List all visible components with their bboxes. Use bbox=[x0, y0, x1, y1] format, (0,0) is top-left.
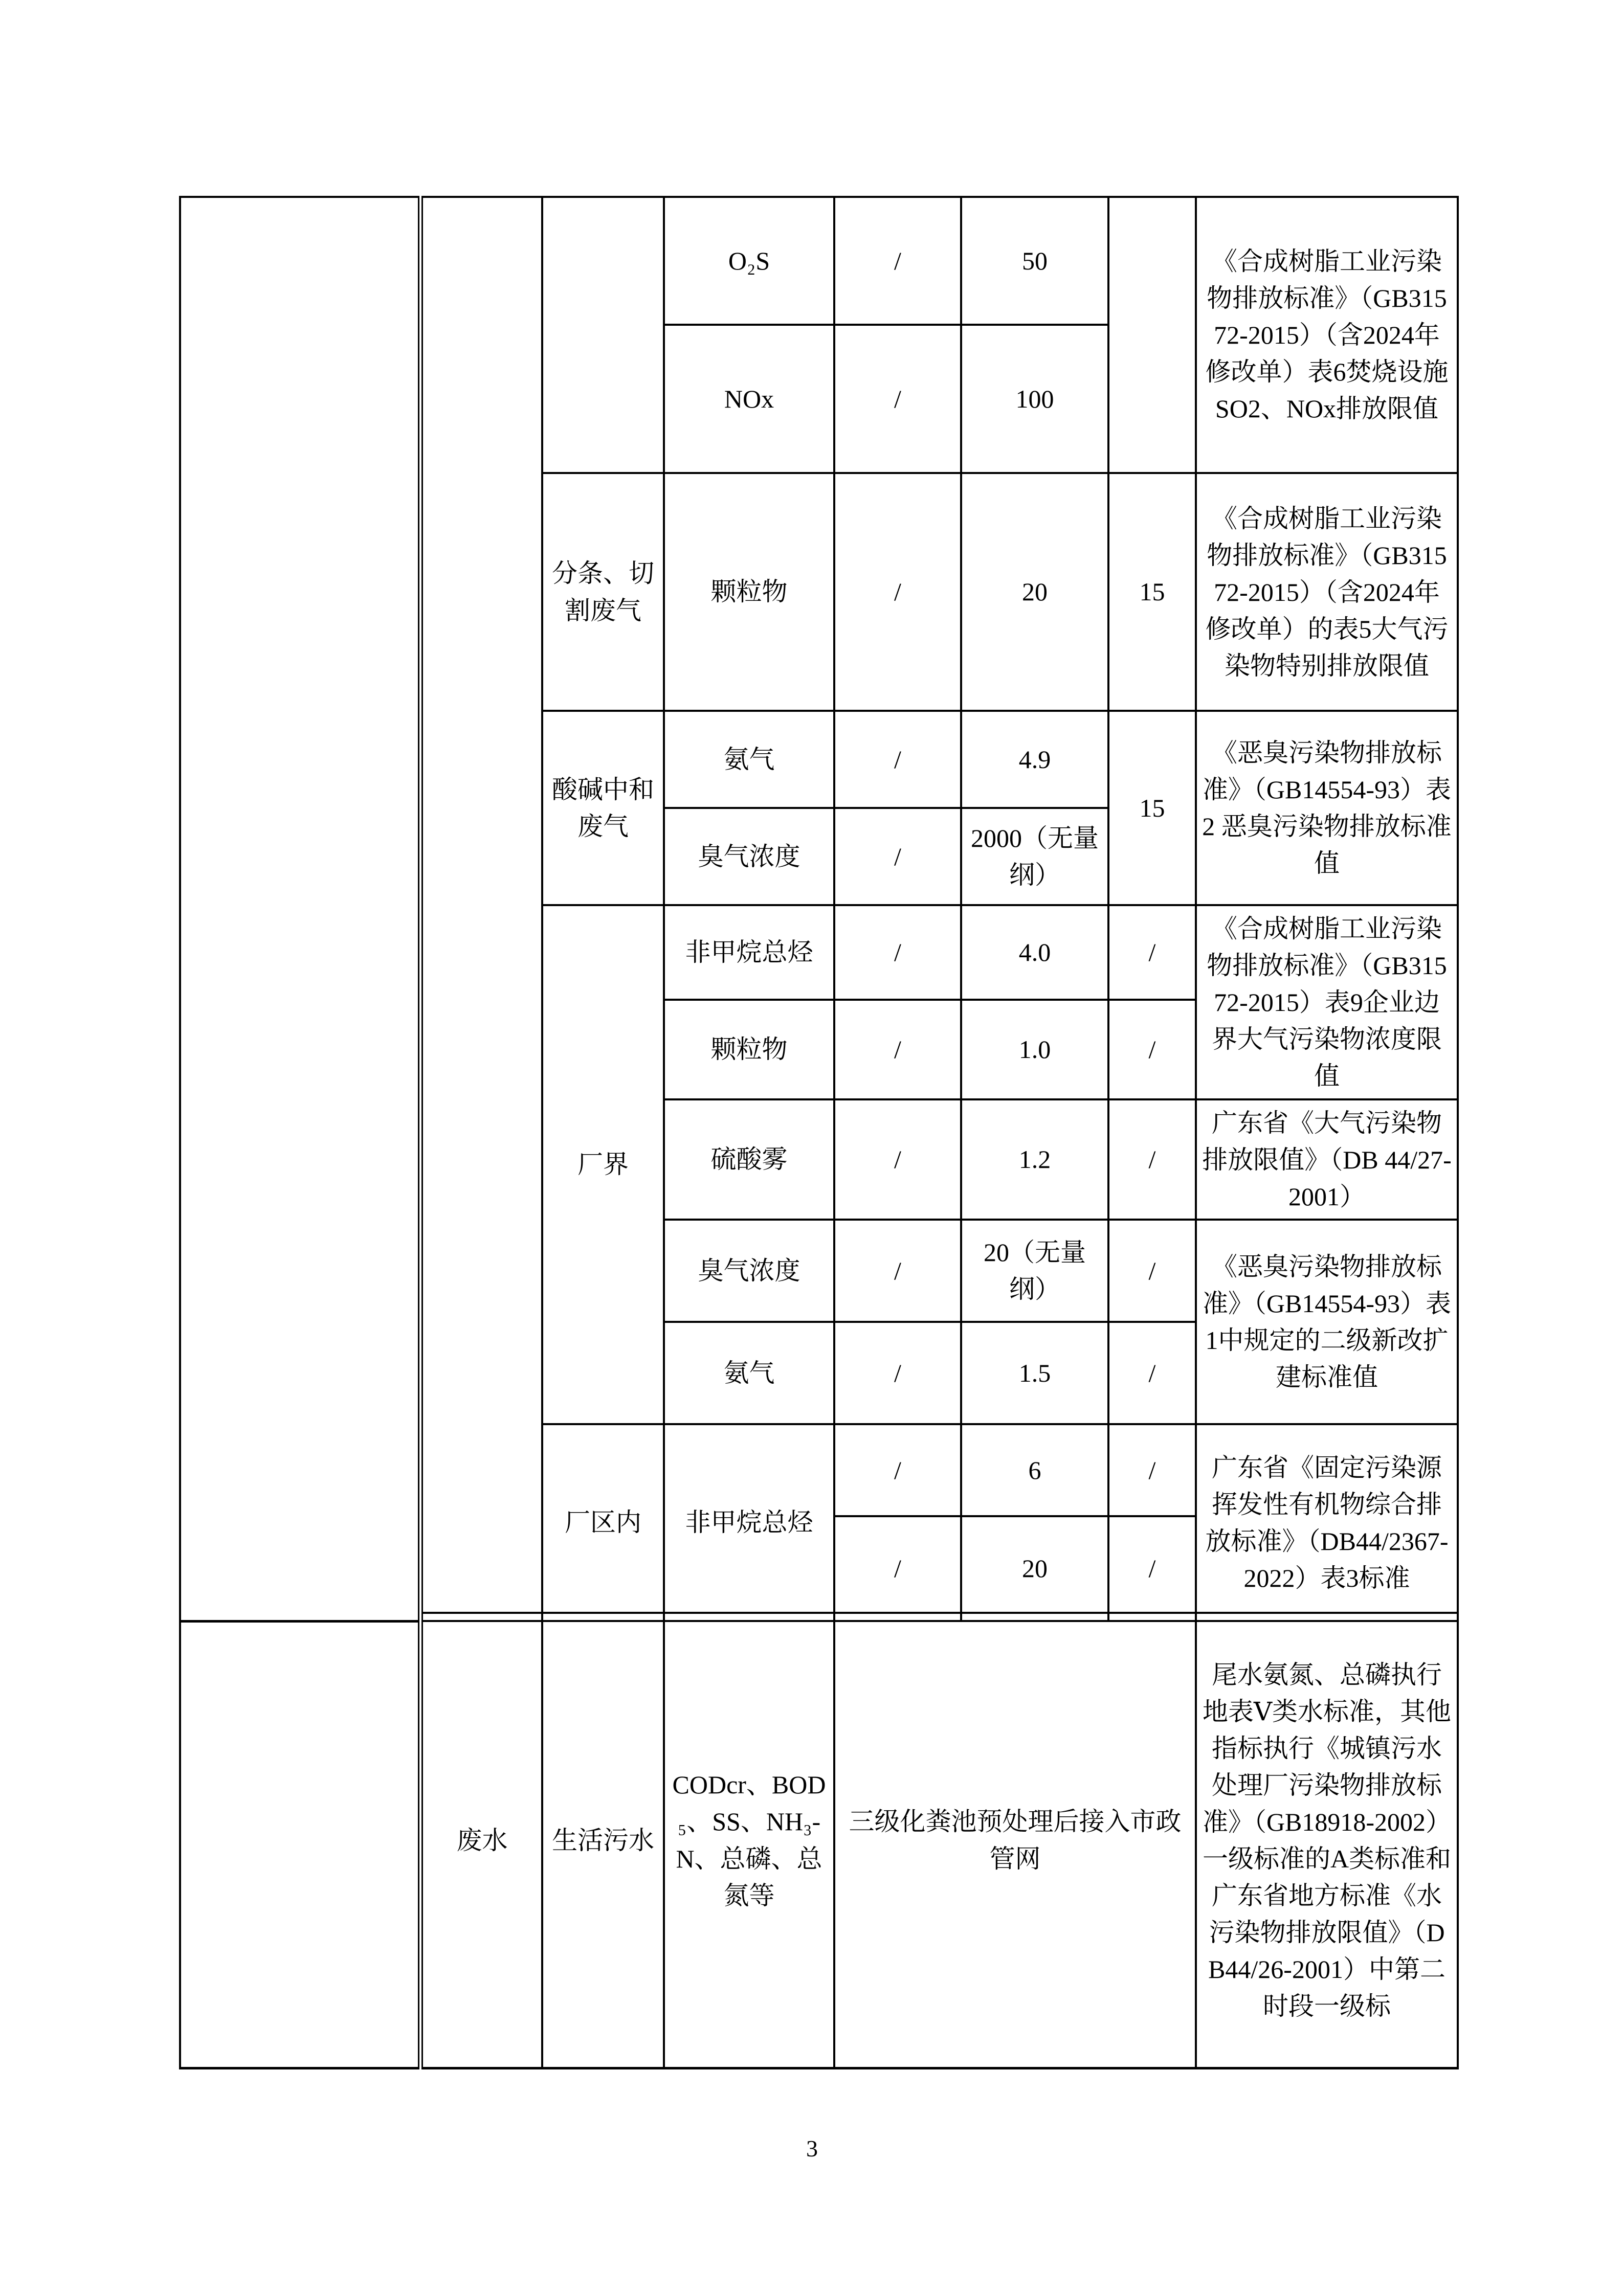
concentration-cell: / bbox=[834, 473, 961, 711]
limit-cell: 1.5 bbox=[961, 1322, 1108, 1424]
treatment-cell: 三级化粪池预处理后接入市政管网 bbox=[834, 1613, 1196, 2068]
item-cell: 非甲烷总烃 bbox=[664, 905, 834, 1000]
limit-cell: 4.9 bbox=[961, 711, 1108, 808]
height-cell: / bbox=[1108, 1322, 1196, 1424]
item-cell: 氨气 bbox=[664, 711, 834, 808]
height-cell: 15 bbox=[1108, 711, 1196, 905]
limit-cell: 1.2 bbox=[961, 1099, 1108, 1220]
item-cell: NOx bbox=[664, 325, 834, 473]
concentration-cell: / bbox=[834, 197, 961, 325]
item-cell: O₂S bbox=[664, 197, 834, 325]
concentration-cell: / bbox=[834, 711, 961, 808]
limit-cell: 2000（无量纲） bbox=[961, 808, 1108, 905]
wastewater-table bbox=[179, 1612, 1459, 2069]
height-cell: / bbox=[1108, 1220, 1196, 1322]
height-cell: / bbox=[1108, 1424, 1196, 1516]
source-cell: 厂区内 bbox=[542, 1424, 664, 1621]
item-cell: 非甲烷总烃 bbox=[664, 1424, 834, 1621]
item-cell: 氨气 bbox=[664, 1322, 834, 1424]
concentration-cell: / bbox=[834, 1220, 961, 1322]
height-cell-empty bbox=[1108, 197, 1196, 473]
table-row bbox=[180, 1613, 1458, 2068]
blank-first-column bbox=[180, 1613, 420, 2068]
concentration-cell: / bbox=[834, 325, 961, 473]
standard-cell: 广东省《固定污染源挥发性有机物综合排放标准》（DB44/2367-2022）表3标准 bbox=[1196, 1424, 1458, 1621]
item-cell: 臭气浓度 bbox=[664, 1220, 834, 1322]
limit-cell: 20（无量纲） bbox=[961, 1220, 1108, 1322]
standard-cell: 《恶臭污染物排放标准》（GB14554-93）表1中规定的二级新改扩建标准值 bbox=[1196, 1220, 1458, 1424]
page-number: 3 bbox=[806, 2135, 818, 2162]
emission-standards-table bbox=[179, 196, 1459, 1623]
height-cell: / bbox=[1108, 905, 1196, 1000]
limit-cell: 6 bbox=[961, 1424, 1108, 1516]
source-cell: 酸碱中和废气 bbox=[542, 711, 664, 905]
concentration-cell: / bbox=[834, 1424, 961, 1516]
source-cell-empty bbox=[542, 197, 664, 473]
category-cell-empty bbox=[420, 197, 542, 1621]
concentration-cell: / bbox=[834, 1322, 961, 1424]
limit-cell: 1.0 bbox=[961, 1000, 1108, 1099]
concentration-cell: / bbox=[834, 1000, 961, 1099]
item-cell: 颗粒物 bbox=[664, 473, 834, 711]
source-cell: 生活污水 bbox=[542, 1613, 664, 2068]
standard-cell: 广东省《大气污染物排放限值》（DB 44/27-2001） bbox=[1196, 1099, 1458, 1220]
standard-cell: 尾水氨氮、总磷执行地表Ⅴ类水标准，其他指标执行《城镇污水处理厂污染物排放标准》（GB18918-2002）一级标准的A类标准和广东省地方标准《水污染物排放限值》（DB44/26-2001）中第二时段一级标 bbox=[1196, 1613, 1458, 2068]
concentration-cell: / bbox=[834, 1516, 961, 1621]
height-cell: / bbox=[1108, 1000, 1196, 1099]
limit-cell: 100 bbox=[961, 325, 1108, 473]
blank-first-column bbox=[180, 197, 420, 1621]
height-cell: 15 bbox=[1108, 473, 1196, 711]
height-cell: / bbox=[1108, 1516, 1196, 1621]
source-cell: 分条、切割废气 bbox=[542, 473, 664, 711]
item-cell: 颗粒物 bbox=[664, 1000, 834, 1099]
standard-cell: 《恶臭污染物排放标准》（GB14554-93）表2 恶臭污染物排放标准值 bbox=[1196, 711, 1458, 905]
item-cell: 臭气浓度 bbox=[664, 808, 834, 905]
concentration-cell: / bbox=[834, 1099, 961, 1220]
source-cell: 厂界 bbox=[542, 905, 664, 1424]
item-cell: CODcr、BOD₅、SS、NH₃-N、总磷、总氮等 bbox=[664, 1613, 834, 2068]
item-cell: 硫酸雾 bbox=[664, 1099, 834, 1220]
limit-cell: 20 bbox=[961, 1516, 1108, 1621]
concentration-cell: / bbox=[834, 808, 961, 905]
concentration-cell: / bbox=[834, 905, 961, 1000]
standard-cell: 《合成树脂工业污染物排放标准》（GB31572-2015）表9企业边界大气污染物浓度限值 bbox=[1196, 905, 1458, 1099]
limit-cell: 20 bbox=[961, 473, 1108, 711]
limit-cell: 4.0 bbox=[961, 905, 1108, 1000]
table-row bbox=[180, 197, 1458, 325]
limit-cell: 50 bbox=[961, 197, 1108, 325]
standard-cell: 《合成树脂工业污染物排放标准》（GB31572-2015）（含2024年修改单）的表5大气污染物特别排放限值 bbox=[1196, 473, 1458, 711]
category-cell: 废水 bbox=[420, 1613, 542, 2068]
standard-cell: 《合成树脂工业污染物排放标准》（GB31572-2015）（含2024年修改单）表6焚烧设施SO2、NOx排放限值 bbox=[1196, 197, 1458, 473]
height-cell: / bbox=[1108, 1099, 1196, 1220]
